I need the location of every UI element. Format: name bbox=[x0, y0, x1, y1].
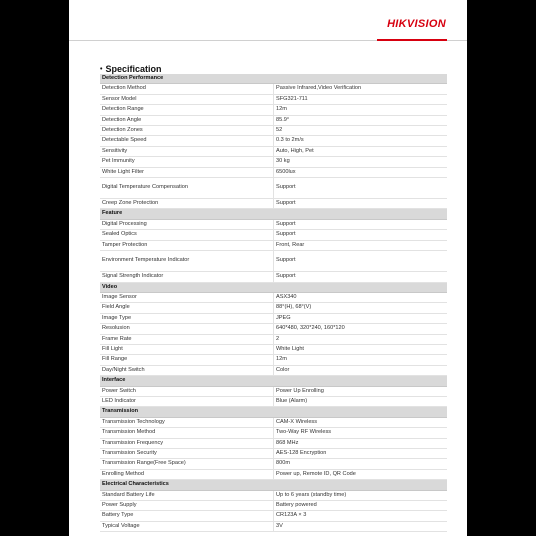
spec-value: 6500lux bbox=[274, 167, 448, 177]
spec-value: 12m bbox=[274, 355, 448, 365]
spec-label: Standard Battery Life bbox=[100, 490, 274, 500]
spec-row bbox=[100, 272, 447, 282]
spec-sheet-page bbox=[69, 0, 467, 536]
spec-label: Fill Light bbox=[100, 344, 274, 354]
spec-row bbox=[100, 334, 447, 344]
section-title: Feature bbox=[100, 209, 447, 219]
spec-value: Auto, High, Pet bbox=[274, 146, 448, 156]
spec-value: 800m bbox=[274, 459, 448, 469]
spec-row bbox=[100, 94, 447, 104]
header-divider bbox=[69, 40, 467, 41]
spec-value: Support bbox=[274, 230, 448, 240]
spec-label: White Light Filter bbox=[100, 167, 274, 177]
spec-row bbox=[100, 324, 447, 334]
spec-row bbox=[100, 105, 447, 115]
spec-row bbox=[100, 126, 447, 136]
spec-row bbox=[100, 157, 447, 167]
spec-row bbox=[100, 438, 447, 448]
spec-value: 88°(H), 68°(V) bbox=[274, 303, 448, 313]
spec-row bbox=[100, 417, 447, 427]
spec-row bbox=[100, 386, 447, 396]
spec-value: Passive Infrared,Video Verification bbox=[274, 84, 448, 94]
spec-label: Pet Immunity bbox=[100, 157, 274, 167]
spec-value: AES-128 Encryption bbox=[274, 449, 448, 459]
spec-row bbox=[100, 501, 447, 511]
spec-value: Up to 6 years (standby time) bbox=[274, 490, 448, 500]
section-title: Electrical Characteristics bbox=[100, 480, 447, 490]
spec-row bbox=[100, 365, 447, 375]
spec-label: Environment Temperature Indicator bbox=[100, 251, 274, 272]
spec-value: 85.9° bbox=[274, 115, 448, 125]
spec-row bbox=[100, 303, 447, 313]
spec-value: Power up, Remote ID, QR Code bbox=[274, 469, 448, 479]
spec-label: Transmission Security bbox=[100, 449, 274, 459]
section-header-row bbox=[100, 74, 447, 84]
spec-value: Blue (Alarm) bbox=[274, 396, 448, 406]
spec-value: CR123A × 3 bbox=[274, 511, 448, 521]
spec-value: Support bbox=[274, 272, 448, 282]
specification-table-body bbox=[100, 74, 447, 532]
spec-row bbox=[100, 511, 447, 521]
spec-row bbox=[100, 449, 447, 459]
section-title: Interface bbox=[100, 376, 447, 386]
spec-row bbox=[100, 84, 447, 94]
spec-label: Sensor Model bbox=[100, 94, 274, 104]
spec-value: White Light bbox=[274, 344, 448, 354]
spec-label: LED Indicator bbox=[100, 396, 274, 406]
spec-value: Support bbox=[274, 251, 448, 272]
spec-row bbox=[100, 178, 447, 199]
spec-value: 30 kg bbox=[274, 157, 448, 167]
spec-label: Transmission Frequency bbox=[100, 438, 274, 448]
spec-label: Detection Angle bbox=[100, 115, 274, 125]
spec-row bbox=[100, 219, 447, 229]
spec-row bbox=[100, 146, 447, 156]
spec-value: 12m bbox=[274, 105, 448, 115]
spec-value: Front, Rear bbox=[274, 240, 448, 250]
spec-row bbox=[100, 292, 447, 302]
spec-value: Battery powered bbox=[274, 501, 448, 511]
spec-row bbox=[100, 251, 447, 272]
spec-label: Detectable Speed bbox=[100, 136, 274, 146]
heading-text: Specification bbox=[105, 64, 162, 74]
spec-row bbox=[100, 199, 447, 209]
spec-row bbox=[100, 313, 447, 323]
spec-label: Detection Zones bbox=[100, 126, 274, 136]
spec-value: Color bbox=[274, 365, 448, 375]
spec-row bbox=[100, 428, 447, 438]
spec-label: Power Switch bbox=[100, 386, 274, 396]
section-header-row bbox=[100, 376, 447, 386]
spec-row bbox=[100, 240, 447, 250]
section-header-row bbox=[100, 480, 447, 490]
spec-row bbox=[100, 469, 447, 479]
section-title: Transmission bbox=[100, 407, 447, 417]
spec-row bbox=[100, 490, 447, 500]
spec-label: Image Type bbox=[100, 313, 274, 323]
section-title: Video bbox=[100, 282, 447, 292]
spec-label: Day/Night Switch bbox=[100, 365, 274, 375]
spec-row bbox=[100, 115, 447, 125]
spec-label: Field Angle bbox=[100, 303, 274, 313]
spec-label: Typical Voltage bbox=[100, 521, 274, 531]
spec-label: Detection Method bbox=[100, 84, 274, 94]
spec-label: Resolusion bbox=[100, 324, 274, 334]
spec-value: 0.3 to 2m/s bbox=[274, 136, 448, 146]
spec-row bbox=[100, 136, 447, 146]
spec-label: Transmission Technology bbox=[100, 417, 274, 427]
section-header-row bbox=[100, 282, 447, 292]
spec-value: JPEG bbox=[274, 313, 448, 323]
spec-row bbox=[100, 355, 447, 365]
section-header-row bbox=[100, 209, 447, 219]
spec-label: Fill Range bbox=[100, 355, 274, 365]
spec-row bbox=[100, 396, 447, 406]
spec-row bbox=[100, 167, 447, 177]
spec-value: Support bbox=[274, 219, 448, 229]
specification-table bbox=[100, 74, 447, 532]
brand-logo: HIKVISION bbox=[387, 18, 446, 30]
spec-label: Battery Type bbox=[100, 511, 274, 521]
spec-label: Sealed Optics bbox=[100, 230, 274, 240]
spec-label: Image Sensor bbox=[100, 292, 274, 302]
spec-value: 52 bbox=[274, 126, 448, 136]
spec-row bbox=[100, 344, 447, 354]
section-header-row bbox=[100, 407, 447, 417]
spec-row bbox=[100, 521, 447, 531]
spec-row bbox=[100, 459, 447, 469]
spec-label: Signal Strength Indicator bbox=[100, 272, 274, 282]
spec-value: Support bbox=[274, 178, 448, 199]
spec-value: CAM-X Wireless bbox=[274, 417, 448, 427]
spec-value: Support bbox=[274, 199, 448, 209]
spec-label: Transmission Method bbox=[100, 428, 274, 438]
spec-label: Enrolling Method bbox=[100, 469, 274, 479]
spec-label: Digital Temperature Compensation bbox=[100, 178, 274, 199]
spec-label: Power Supply bbox=[100, 501, 274, 511]
spec-value: 868 MHz bbox=[274, 438, 448, 448]
spec-label: Tamper Protection bbox=[100, 240, 274, 250]
spec-label: Sensitivity bbox=[100, 146, 274, 156]
spec-label: Frame Rate bbox=[100, 334, 274, 344]
bullet-icon: • bbox=[100, 66, 103, 73]
spec-value: Two-Way RF Wireless bbox=[274, 428, 448, 438]
spec-label: Detection Range bbox=[100, 105, 274, 115]
section-heading bbox=[100, 64, 161, 74]
spec-value: 640*480, 320*240, 160*120 bbox=[274, 324, 448, 334]
spec-row bbox=[100, 230, 447, 240]
spec-value: 3V bbox=[274, 521, 448, 531]
spec-value: ASX340 bbox=[274, 292, 448, 302]
section-title: Detection Performance bbox=[100, 74, 447, 84]
spec-label: Transmission Range(Free Space) bbox=[100, 459, 274, 469]
spec-value: 2 bbox=[274, 334, 448, 344]
spec-value: Power Up Enrolling bbox=[274, 386, 448, 396]
spec-label: Creep Zone Protection bbox=[100, 199, 274, 209]
spec-value: SFG321-711 bbox=[274, 94, 448, 104]
spec-label: Digital Processing bbox=[100, 219, 274, 229]
